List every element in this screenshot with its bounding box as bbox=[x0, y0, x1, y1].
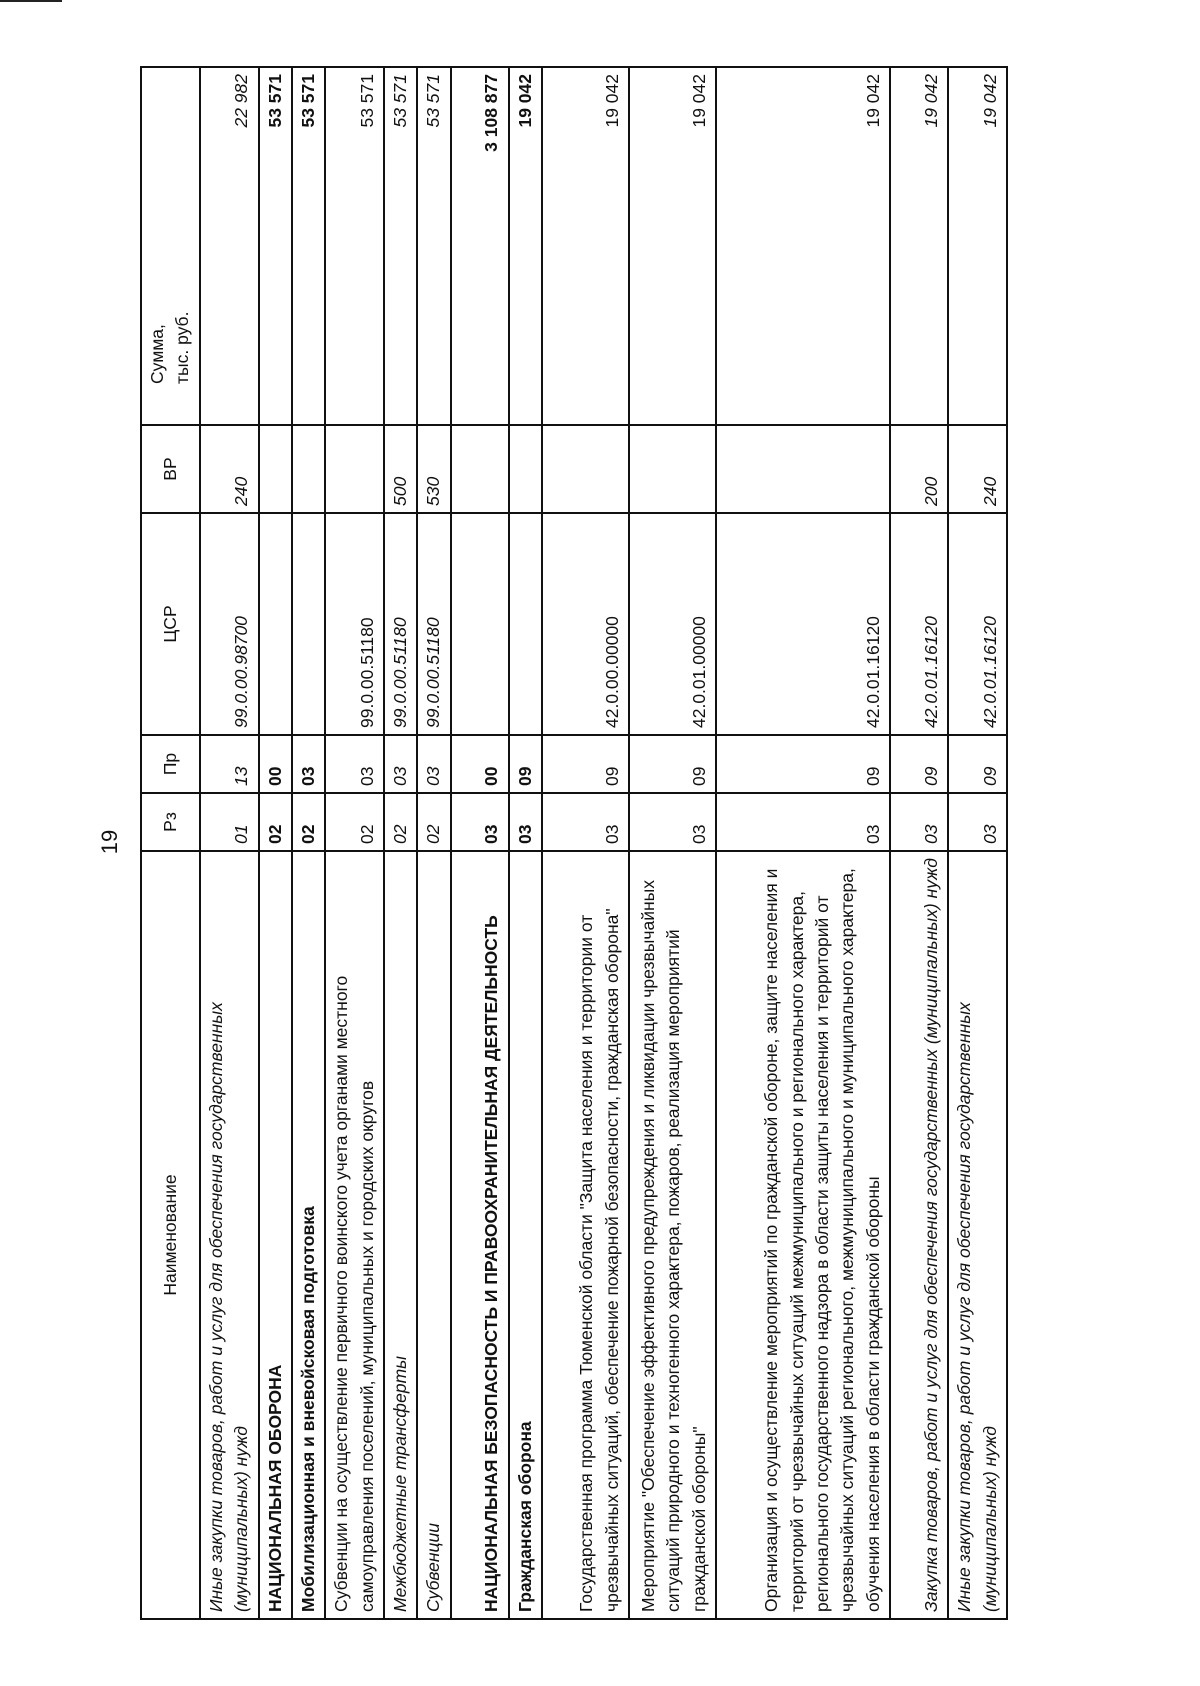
cell-sum: 53 571 bbox=[259, 67, 292, 425]
cell-sum: 53 571 bbox=[417, 67, 450, 425]
cell-csr bbox=[259, 513, 292, 735]
cell-vr bbox=[259, 425, 292, 513]
table-row bbox=[384, 67, 417, 1619]
cell-pr: 03 bbox=[384, 735, 417, 793]
cell-name: Иные закупки товаров, работ и услуг для обеспечения государственных (муниципальных) нужд bbox=[200, 851, 259, 1619]
cell-vr bbox=[451, 425, 509, 513]
cell-rz: 02 bbox=[417, 793, 450, 851]
cell-rz: 03 bbox=[451, 793, 509, 851]
cell-csr: 42.0.01.16120 bbox=[948, 513, 1007, 735]
cell-vr bbox=[509, 425, 542, 513]
cell-pr: 09 bbox=[890, 735, 948, 793]
table-body bbox=[200, 67, 1007, 1619]
cell-pr: 09 bbox=[629, 735, 716, 793]
cell-rz: 02 bbox=[292, 793, 325, 851]
cell-sum: 22 982 bbox=[200, 67, 259, 425]
table-row bbox=[948, 67, 1007, 1619]
cell-sum: 3 108 877 bbox=[451, 67, 509, 425]
table-row bbox=[451, 67, 509, 1619]
column-header-vr: ВР bbox=[141, 425, 200, 513]
cell-csr bbox=[451, 513, 509, 735]
cell-rz: 03 bbox=[629, 793, 716, 851]
cell-name: Иные закупки товаров, работ и услуг для обеспечения государственных (муниципальных) нужд bbox=[948, 851, 1007, 1619]
cell-rz: 02 bbox=[325, 793, 384, 851]
cell-name: Закупка товаров, работ и услуг для обеспечения государственных (муниципальных) нужд bbox=[890, 851, 948, 1619]
cell-csr: 42.0.01.00000 bbox=[629, 513, 716, 735]
cell-pr: 09 bbox=[948, 735, 1007, 793]
table-row bbox=[325, 67, 384, 1619]
budget-table-rotated bbox=[140, 68, 1000, 1620]
cell-csr: 99.0.00.51180 bbox=[325, 513, 384, 735]
cell-vr bbox=[325, 425, 384, 513]
cell-pr: 00 bbox=[451, 735, 509, 793]
table-row bbox=[542, 67, 629, 1619]
cell-name: Межбюджетные трансферты bbox=[384, 851, 417, 1619]
column-header-name: Наименование bbox=[141, 851, 200, 1619]
cell-csr: 42.0.01.16120 bbox=[716, 513, 890, 735]
cell-pr: 09 bbox=[542, 735, 629, 793]
cell-csr: 42.0.00.00000 bbox=[542, 513, 629, 735]
cell-csr: 42.0.01.16120 bbox=[890, 513, 948, 735]
cell-sum: 53 571 bbox=[292, 67, 325, 425]
cell-name: НАЦИОНАЛЬНАЯ БЕЗОПАСНОСТЬ И ПРАВООХРАНИТЕЛЬНАЯ ДЕЯТЕЛЬНОСТЬ bbox=[451, 851, 509, 1619]
table-row bbox=[629, 67, 716, 1619]
cell-pr: 03 bbox=[292, 735, 325, 793]
cell-name: Мобилизационная и вневойсковая подготовка bbox=[292, 851, 325, 1619]
page-number: 19 bbox=[97, 829, 122, 855]
cell-sum: 19 042 bbox=[890, 67, 948, 425]
cell-name: НАЦИОНАЛЬНАЯ ОБОРОНА bbox=[259, 851, 292, 1619]
cell-csr: 99.0.00.51180 bbox=[384, 513, 417, 735]
cell-csr: 99.0.00.98700 bbox=[200, 513, 259, 735]
cell-rz: 02 bbox=[259, 793, 292, 851]
cell-vr bbox=[292, 425, 325, 513]
cell-name: Гражданская оборона bbox=[509, 851, 542, 1619]
table-row bbox=[200, 67, 259, 1619]
column-header-pr: Пр bbox=[141, 735, 200, 793]
cell-pr: 09 bbox=[716, 735, 890, 793]
table-row bbox=[509, 67, 542, 1619]
cell-pr: 00 bbox=[259, 735, 292, 793]
cell-pr: 13 bbox=[200, 735, 259, 793]
cell-name: Субвенции на осуществление первичного воинского учета органами местного самоуправления поселений, муниципальных и городских округов bbox=[325, 851, 384, 1619]
cell-rz: 03 bbox=[542, 793, 629, 851]
table-row bbox=[890, 67, 948, 1619]
cell-vr: 530 bbox=[417, 425, 450, 513]
cell-vr: 200 bbox=[890, 425, 948, 513]
cell-rz: 03 bbox=[509, 793, 542, 851]
cell-sum: 19 042 bbox=[542, 67, 629, 425]
cell-rz: 02 bbox=[384, 793, 417, 851]
cell-pr: 09 bbox=[509, 735, 542, 793]
column-header-csr: ЦСР bbox=[141, 513, 200, 735]
scan-corner-mark bbox=[0, 0, 62, 2]
cell-csr: 99.0.00.51180 bbox=[417, 513, 450, 735]
budget-table bbox=[140, 66, 1008, 1620]
cell-rz: 03 bbox=[948, 793, 1007, 851]
column-header-rz: Рз bbox=[141, 793, 200, 851]
cell-sum: 53 571 bbox=[384, 67, 417, 425]
cell-vr: 240 bbox=[200, 425, 259, 513]
cell-rz: 03 bbox=[890, 793, 948, 851]
cell-vr bbox=[542, 425, 629, 513]
table-row bbox=[417, 67, 450, 1619]
cell-rz: 01 bbox=[200, 793, 259, 851]
cell-pr: 03 bbox=[325, 735, 384, 793]
cell-sum: 53 571 bbox=[325, 67, 384, 425]
cell-name: Мероприятие "Обеспечение эффективного предупреждения и ликвидации чрезвычайных ситуаций природного и техногенного характера, пожаров, реализация мероприятий гражданской обороны" bbox=[629, 851, 716, 1619]
cell-name: Государственная программа Тюменской области "Защита населения и территории от чрезвычайных ситуаций, обеспечение пожарной безопасности, гражданская оборона" bbox=[542, 851, 629, 1619]
cell-sum: 19 042 bbox=[716, 67, 890, 425]
cell-sum: 19 042 bbox=[948, 67, 1007, 425]
cell-sum: 19 042 bbox=[629, 67, 716, 425]
cell-vr: 500 bbox=[384, 425, 417, 513]
table-row bbox=[259, 67, 292, 1619]
cell-name: Организация и осуществление мероприятий по гражданской обороне, защите населения и территорий от чрезвычайных ситуаций межмуниципального и регионального характера, регионального государственного надзора в области защиты населения и территорий от чрезвычайных ситуаций регионального, межмуниципального и муниципального характера, обучения населения в области гражданской обороны bbox=[716, 851, 890, 1619]
table-row bbox=[716, 67, 890, 1619]
cell-csr bbox=[509, 513, 542, 735]
cell-pr: 03 bbox=[417, 735, 450, 793]
cell-vr bbox=[716, 425, 890, 513]
table-row bbox=[292, 67, 325, 1619]
cell-csr bbox=[292, 513, 325, 735]
cell-rz: 03 bbox=[716, 793, 890, 851]
cell-vr bbox=[629, 425, 716, 513]
cell-name: Субвенции bbox=[417, 851, 450, 1619]
cell-sum: 19 042 bbox=[509, 67, 542, 425]
column-header-sum: Сумма, тыс. руб. bbox=[141, 67, 200, 425]
cell-vr: 240 bbox=[948, 425, 1007, 513]
